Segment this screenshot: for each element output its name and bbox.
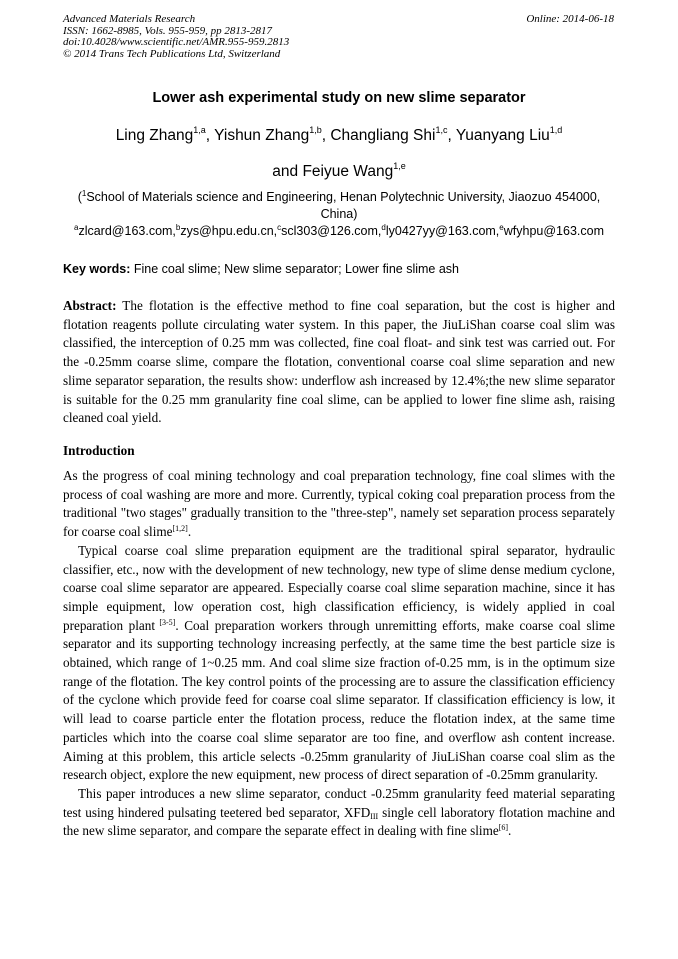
- author-affil-sup: 1,e: [393, 161, 406, 171]
- author-name: Ling Zhang: [115, 127, 194, 144]
- abstract-text: The flotation is the effective method to fine coal separation, but the cost is higher and flotation reagents pollute circulating water system. In this paper, the JiuLiShan coarse coal slim was classified, the interception of 0.25 mm was collected, fine coal float- and sink test was carried out. For the -0.25mm coarse slime, compare the flotation, conventional coarse coal slime separation and new slime separator separation, the results show: underflow ash increased by 12.4%;the new slime separator is suitable for the 0.25 mm granularity fine coal slime, can be applied to lower fine slime ash, raising cleaned coal yield.: [63, 298, 615, 426]
- author-separator: ,: [205, 127, 215, 144]
- citation-ref[interactable]: [3-5]: [155, 617, 176, 627]
- intro-paragraph-2: [63, 542, 615, 785]
- model-subscript: III: [370, 811, 379, 821]
- author-separator: ,: [321, 127, 331, 144]
- doi-line: doi:10.4028/www.scientific.net/AMR.955-959.2813: [63, 36, 290, 48]
- online-date: Online: 2014-06-18: [526, 13, 614, 25]
- author-affil-sup: 1,d: [549, 125, 563, 135]
- author-name: Feiyue Wang: [302, 163, 394, 180]
- section-heading-introduction: Introduction: [63, 443, 135, 458]
- author-name: Changliang Shi: [330, 127, 436, 144]
- author-line-1: [40, 118, 638, 154]
- author-list: [40, 118, 638, 190]
- keywords: [63, 262, 459, 276]
- journal-header: [63, 14, 289, 60]
- email-address[interactable]: ly0427yy@163.com,: [385, 224, 500, 238]
- email-address[interactable]: zys@hpu.edu.cn,: [180, 224, 278, 238]
- author-conjunction: and: [272, 163, 303, 180]
- paragraph-text: . Coal preparation workers through unremitting efforts, make coarse coal slime separator and its supporting technology increasing perfectly, at the same time the best particle size is obtained, which range of 1~0.25 mm. And coal slime size fraction of-0.25 mm, is in the optimum size range of the flotation. The key control points of the processing are to assure the classification efficiency of the cyclone which provide feed for coarse coal slime separator. If classification efficiency is low, it will lead to coarse particle enter the flotation process, reduce the flotation index, at the same time particles which into the coarse coal slime separator are too fine, and overflow ash content increase. Aiming at this problem, this article selects -0.25mm granularity of JiuLiShan coarse coal slim as the research object, explore the new equipment, new process of direct separation of -0.25mm granularity.: [63, 617, 615, 783]
- affiliation: [63, 189, 615, 222]
- affiliation-open-paren: (: [77, 190, 82, 204]
- journal-name: Advanced Materials Research: [63, 13, 196, 25]
- email-list: [63, 224, 615, 238]
- author-name: Yishun Zhang: [214, 127, 310, 144]
- email-sup: c: [277, 223, 282, 232]
- email-sup: d: [381, 223, 386, 232]
- citation-ref[interactable]: [6]: [498, 823, 509, 833]
- author-affil-sup: 1,c: [435, 125, 448, 135]
- keywords-text: Fine coal slime; New slime separator; Lower fine slime ash: [130, 262, 459, 276]
- author-separator: ,: [447, 127, 456, 144]
- author-affil-sup: 1,b: [309, 125, 322, 135]
- intro-paragraph-1: [63, 467, 615, 542]
- abstract-label: Abstract:: [63, 298, 117, 313]
- keywords-label: Key words:: [63, 262, 131, 276]
- citation-ref[interactable]: [1,2]: [172, 524, 188, 534]
- paragraph-text: Typical coarse coal slime preparation equipment are the traditional spiral separator, hydraulic classifier, etc., now with the development of new technology, new type of slime dense medium cyclone, coarse coal slime separator are appeared. Especially coarse coal slime separation machine, since it has simple equipment, low operation cost, high classification efficiency, is widely applied in coal preparation plant: [63, 542, 615, 633]
- email-address[interactable]: zlcard@163.com,: [78, 224, 176, 238]
- affiliation-sup: 1: [81, 189, 87, 198]
- author-name: Yuanyang Liu: [455, 127, 550, 144]
- paragraph-text: This paper introduces a new slime separator, conduct -0.25mm granularity feed material separating test using hindered pulsating teetered bed separator, XFD: [63, 785, 615, 820]
- introduction-body: [63, 467, 615, 841]
- email-sup: b: [175, 223, 181, 232]
- paper-title: Lower ash experimental study on new slime separator: [152, 90, 526, 106]
- email-sup: a: [74, 223, 79, 232]
- copyright-line: © 2014 Trans Tech Publications Ltd, Switzerland: [63, 47, 281, 60]
- paragraph-text: As the progress of coal mining technology and coal preparation technology, fine coal slimes with the process of coal washing are more and more. Currently, typical coking coal preparation process from the traditional "two stages" gradually transition to the "three-step", namely set separation process separately for coarse coal slime: [63, 468, 615, 540]
- abstract: [63, 297, 615, 428]
- affiliation-text: School of Materials science and Engineering, Henan Polytechnic University, Jiaozuo 454000, China): [86, 190, 601, 221]
- paragraph-end: .: [508, 823, 512, 839]
- email-address[interactable]: scl303@126.com,: [281, 224, 382, 238]
- email-sup: e: [499, 223, 504, 232]
- email-address[interactable]: wfyhpu@163.com: [503, 224, 604, 238]
- paragraph-end: .: [187, 524, 192, 540]
- author-affil-sup: 1,a: [193, 125, 206, 135]
- issn-line: ISSN: 1662-8985, Vols. 955-959, pp 2813-2817: [63, 24, 272, 37]
- author-line-2: [40, 154, 638, 190]
- paragraph-text: single cell laboratory flotation machine and the new slime separator, and compare the separate effect in dealing with fine slime: [63, 804, 615, 839]
- intro-paragraph-3: [63, 785, 615, 841]
